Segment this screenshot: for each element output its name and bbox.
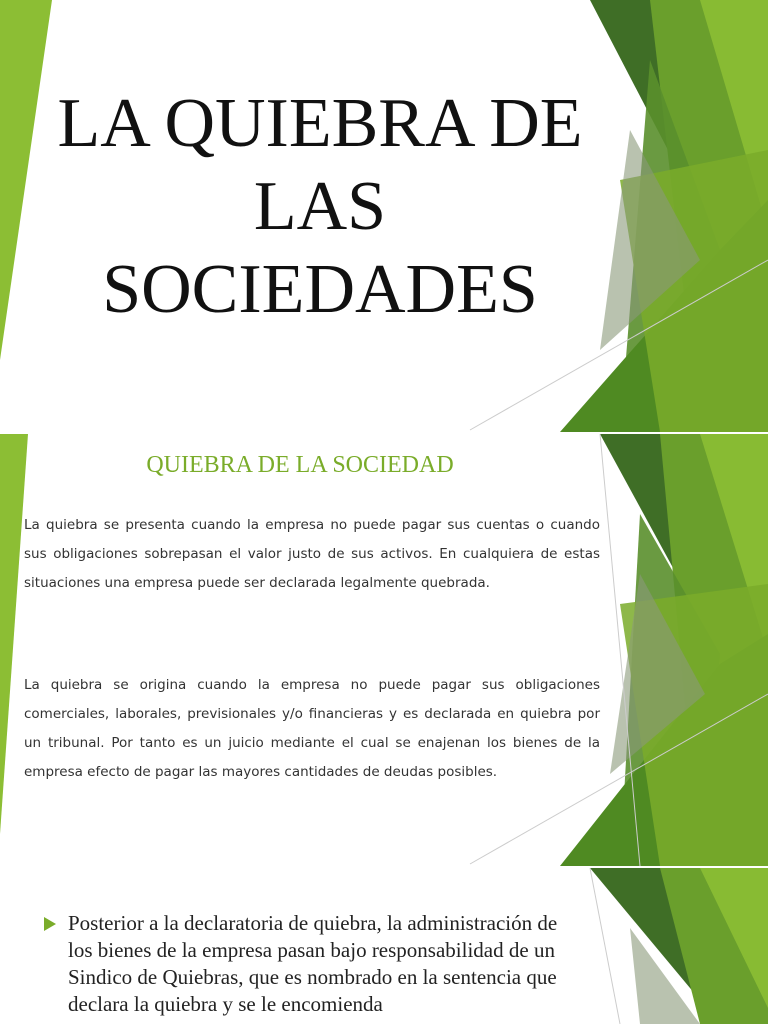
triangle-bullet-icon bbox=[44, 917, 56, 931]
bullet-text: Posterior a la declaratoria de quiebra, la administración de los bienes de la empresa pasan bajo responsabilidad de un Sindico de Quiebras, que es nombrado en la sentencia que declara la quiebra y se le encomienda bbox=[68, 911, 558, 1016]
paragraph-1: La quiebra se presenta cuando la empresa no puede pagar sus cuentas o cuando sus obligaciones sobrepasan el valor justo de sus activos. En cualquiera de estas situaciones una empresa puede ser declarada legalmente quebrada. bbox=[24, 517, 600, 591]
section-heading: QUIEBRA DE LA SOCIEDAD bbox=[146, 452, 454, 478]
content-slide bbox=[0, 434, 768, 866]
slide-title: LA QUIEBRA DE LAS SOCIEDADES bbox=[57, 85, 583, 328]
paragraph-2: La quiebra se origina cuando la empresa no puede pagar sus obligaciones comerciales, laborales, previsionales y/o financieras y es declarada en quiebra por un tribunal. Por tanto es un juicio mediante el cual se enajenan los bienes de la empresa efecto de pagar las mayores cantidades de deudas posibles. bbox=[24, 677, 600, 780]
title-slide bbox=[0, 0, 768, 432]
bullet-slide bbox=[0, 868, 768, 1024]
green-decoration-shapes bbox=[0, 434, 768, 866]
